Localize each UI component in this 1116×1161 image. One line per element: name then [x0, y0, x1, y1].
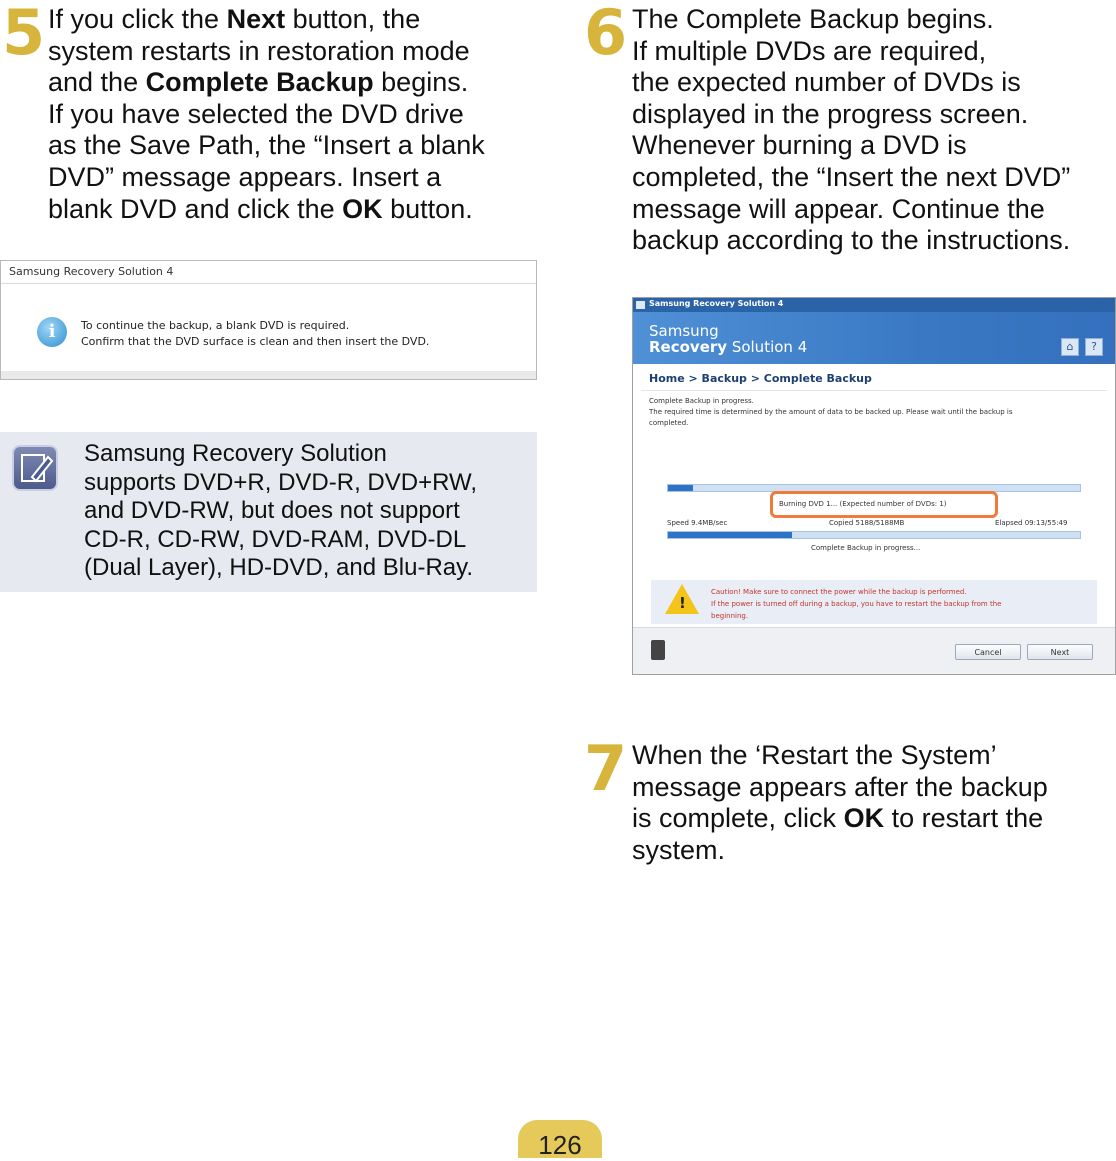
step-number: 5	[2, 0, 46, 69]
window-banner: Samsung Recovery Solution 4 ⌂ ?	[633, 312, 1115, 364]
step-number: 6	[584, 0, 628, 69]
dialog-title: Samsung Recovery Solution 4	[9, 265, 174, 278]
home-icon[interactable]: ⌂	[1061, 338, 1079, 356]
help-icon[interactable]: ?	[1085, 338, 1103, 356]
status-text: The required time is determined by the amount of data to be backed up. Please wait until the backup is	[649, 408, 1013, 416]
dialog-footer	[1, 371, 536, 379]
window-footer	[633, 627, 1115, 674]
status-text: Complete Backup in progress.	[649, 397, 754, 405]
note-text: Samsung Recovery Solution supports DVD+R, DVD-R, DVD+RW, and DVD-RW, but does not support CD-R, CD-RW, DVD-RAM, DVD-DL (Dual Layer), HD-DVD, and Blu-Ray.	[84, 440, 477, 582]
step-number: 7	[584, 732, 628, 805]
app-icon	[636, 301, 645, 309]
caution-box: ! Caution! Make sure to connect the power while the backup is performed. If the power is turned off during a backup, you have to restart the backup from the beginning.	[651, 580, 1097, 624]
dialog-divider	[1, 283, 536, 284]
breadcrumb-divider	[641, 390, 1107, 391]
copied-label: Copied 5188/5188MB	[829, 519, 905, 527]
next-button[interactable]: Next	[1027, 644, 1093, 660]
status-text: completed.	[649, 419, 689, 427]
breadcrumb: Home > Backup > Complete Backup	[649, 372, 872, 385]
blank-dvd-dialog-screenshot	[0, 260, 537, 380]
device-icon	[651, 640, 665, 660]
backup-progress-window-screenshot	[632, 297, 1116, 675]
caution-text: Caution! Make sure to connect the power while the backup is performed. If the power is turned off during a backup, you have to restart the backup from the beginning.	[711, 588, 1002, 620]
progress-bar-total	[667, 531, 1081, 539]
elapsed-label: Elapsed 09:13/55:49	[995, 519, 1068, 527]
window-title-bar: Samsung Recovery Solution 4	[633, 298, 1115, 312]
progress-status: Complete Backup in progress...	[811, 544, 921, 552]
step-7-text: When the ‘Restart the System’ message appears after the backup is complete, click OK to restart the system.	[632, 740, 1048, 865]
burning-status: Burning DVD 1... (Expected number of DVDs: 1)	[779, 500, 947, 508]
info-icon: i	[37, 317, 67, 347]
speed-label: Speed 9.4MB/sec	[667, 519, 728, 527]
step-5-text: If you click the Next button, the system restarts in restoration mode and the Complete Backup begins. If you have selected the DVD drive as the Save Path, the “Insert a blank DVD” message appears. Insert a blank DVD and click the OK button.	[48, 4, 485, 224]
cancel-button[interactable]: Cancel	[955, 644, 1021, 660]
note-box	[0, 432, 537, 592]
dialog-message: To continue the backup, a blank DVD is required. Confirm that the DVD surface is clean and then insert the DVD.	[81, 319, 430, 348]
pencil-note-icon	[12, 445, 58, 491]
page-number: 126	[538, 1130, 582, 1160]
step-6-text: The Complete Backup begins. If multiple DVDs are required, the expected number of DVDs is displayed in the progress screen. Whenever burning a DVD is completed, the “Insert the next DVD” message will appear. Continue the backup according to the instructions.	[632, 4, 1071, 256]
